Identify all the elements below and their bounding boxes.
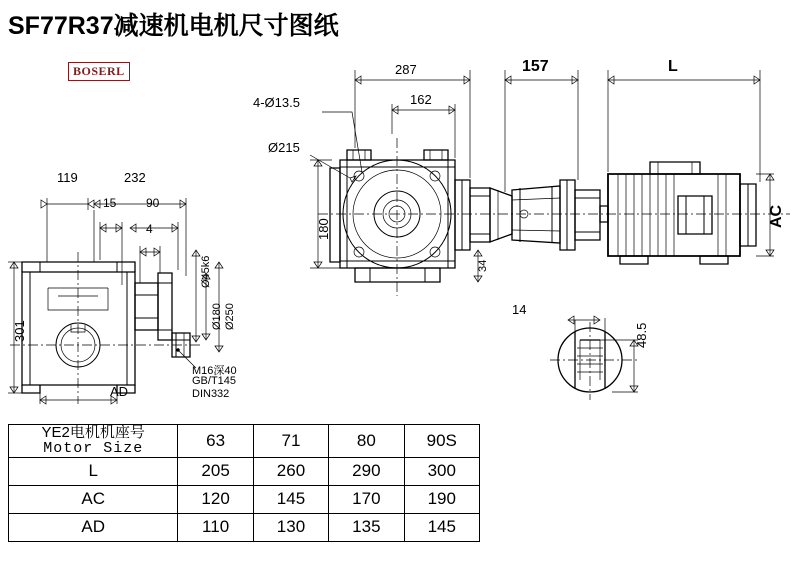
dim-4: 4 <box>146 222 153 236</box>
row-label-L: L <box>9 457 178 485</box>
table-row <box>9 513 480 541</box>
row-AC-value-1: 145 <box>253 485 328 513</box>
page-title: SF77R37减速机电机尺寸图纸 <box>8 12 339 40</box>
row-L-value-0: 205 <box>178 457 253 485</box>
row-AD-value-2: 135 <box>329 513 404 541</box>
table-row <box>9 457 480 485</box>
dim-AC-label: AC <box>768 204 785 228</box>
table-header-size-3: 90S <box>404 425 479 458</box>
dim-119: 119 <box>57 170 78 185</box>
row-AC-value-3: 190 <box>404 485 479 513</box>
main-view-dimensions <box>310 70 774 282</box>
row-AD-value-3: 145 <box>404 513 479 541</box>
main-view-geometry <box>318 138 790 296</box>
table-header-label-en: Motor Size <box>43 439 144 457</box>
dim-301: 301 <box>12 320 27 342</box>
row-AC-value-0: 120 <box>178 485 253 513</box>
dim-L: L <box>668 58 678 75</box>
table-row <box>9 485 480 513</box>
left-view-geometry <box>10 252 200 404</box>
note-m16: M16深40 <box>192 365 237 377</box>
dim-45k6: Ø45k6 <box>200 255 212 288</box>
dim-bolt-holes: 4-Ø13.5 <box>253 95 300 110</box>
table-header-label-cn: YE2电机机座号 <box>41 424 145 441</box>
table-header-size-2: 80 <box>329 425 404 458</box>
note-gbt145: GB/T145 <box>192 375 237 387</box>
dim-157: 157 <box>522 58 549 75</box>
dim-AD-label: AD <box>110 384 129 399</box>
row-L-value-3: 300 <box>404 457 479 485</box>
dim-215: Ø215 <box>268 140 300 155</box>
shaft-section-geometry <box>550 322 640 400</box>
dim-48-5: 48.5 <box>634 322 649 348</box>
left-view-dimensions <box>8 198 223 404</box>
dim-34: 34 <box>477 259 489 272</box>
row-AD-value-0: 110 <box>178 513 253 541</box>
dim-90: 90 <box>146 196 160 210</box>
row-label-AD: AD <box>9 513 178 541</box>
dim-232: 232 <box>124 170 146 185</box>
row-L-value-1: 260 <box>253 457 328 485</box>
dim-287: 287 <box>395 62 417 77</box>
table-header-size-1: 71 <box>253 425 328 458</box>
row-L-value-2: 290 <box>329 457 404 485</box>
dim-14: 14 <box>512 302 527 317</box>
brand-logo: BOSERL <box>68 62 130 81</box>
shaft-section-dimensions <box>568 316 638 392</box>
dim-250: Ø250 <box>224 303 236 330</box>
table-header-size-0: 63 <box>178 425 253 458</box>
note-din332: DIN332 <box>192 388 230 400</box>
motor-size-table <box>8 424 480 542</box>
dim-180-main: 180 <box>316 218 331 240</box>
row-AD-value-1: 130 <box>253 513 328 541</box>
row-label-AC: AC <box>9 485 178 513</box>
dim-15: 15 <box>103 196 117 210</box>
row-AC-value-2: 170 <box>329 485 404 513</box>
table-header-label <box>9 425 178 458</box>
dim-180: Ø180 <box>211 303 223 330</box>
dim-162: 162 <box>410 92 432 107</box>
table-header-row <box>9 425 480 458</box>
